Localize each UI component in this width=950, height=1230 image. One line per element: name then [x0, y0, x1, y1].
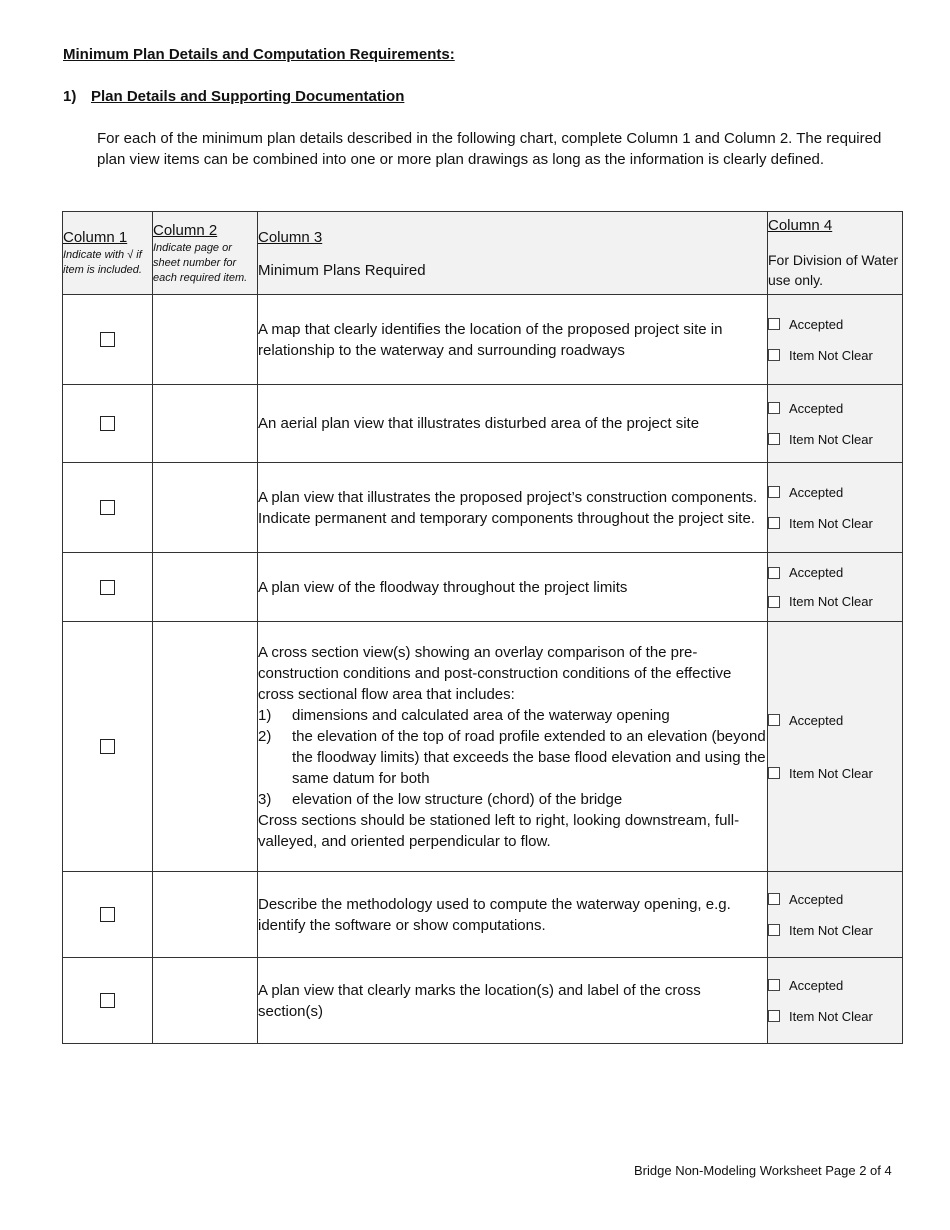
- requirement-text: A plan view of the floodway throughout the project limits: [258, 578, 628, 596]
- included-checkbox[interactable]: [100, 332, 115, 347]
- column-3-note: Minimum Plans Required: [258, 261, 426, 279]
- item-not-clear-label: Item Not Clear: [789, 347, 873, 363]
- requirement-text: An aerial plan view that illustrates disturbed area of the project site: [258, 415, 700, 432]
- accepted-checkbox[interactable]: [768, 893, 780, 905]
- table-row: [63, 553, 903, 622]
- item-not-clear-label: Item Not Clear: [789, 594, 873, 609]
- list-item: 2) the elevation of the top of road profile extended to an elevation (beyond the floodway limits) that exceeds the base flood elevation and using the same datum for both: [258, 727, 766, 787]
- requirement-text: A cross section view(s) showing an overlay comparison of the pre-construction conditions and post-construction conditions of the effective cross sectional flow area that includes:: [258, 643, 732, 703]
- sheet-number-cell[interactable]: [153, 622, 258, 872]
- table-row: [63, 295, 903, 385]
- intro-paragraph: For each of the minimum plan details described in the following chart, complete Column 1 and Column 2. The required plan view items can be combined into one or more plan drawings as long as the information is clearly defined.: [97, 130, 882, 168]
- table-row: [63, 622, 903, 872]
- sheet-number-cell[interactable]: [153, 295, 258, 385]
- column-1-note: Indicate with √ if item is included.: [63, 249, 142, 276]
- requirement-text: Describe the methodology used to compute the waterway opening, e.g. identify the software or show computations.: [258, 895, 731, 934]
- accepted-label: Accepted: [789, 484, 844, 500]
- requirement-list: [258, 705, 767, 810]
- list-item: 1) dimensions and calculated area of the waterway opening: [258, 706, 670, 724]
- column-4-title: Column 4: [768, 217, 833, 234]
- page-heading: Minimum Plan Details and Computation Requirements:: [63, 46, 455, 63]
- column-1-header: [63, 212, 153, 295]
- column-1-title: Column 1: [63, 229, 128, 246]
- item-not-clear-checkbox[interactable]: [768, 433, 780, 445]
- table-header-row: [63, 212, 903, 295]
- column-2-note: Indicate page or sheet number for each required item.: [153, 241, 248, 284]
- column-3-header: [258, 212, 768, 295]
- included-checkbox[interactable]: [100, 739, 115, 754]
- section-number: 1): [63, 88, 77, 105]
- requirement-note: Cross sections should be stationed left to right, looking downstream, full-valleyed, and oriented perpendicular to flow.: [258, 811, 740, 850]
- column-2-title: Column 2: [153, 221, 218, 239]
- column-4-header: [768, 212, 903, 295]
- included-checkbox[interactable]: [100, 580, 115, 595]
- accepted-label: Accepted: [789, 565, 844, 580]
- section-title: Plan Details and Supporting Documentation: [91, 88, 405, 105]
- item-not-clear-checkbox[interactable]: [768, 517, 780, 529]
- table-row: [63, 385, 903, 463]
- column-4-note: For Division of Water use only.: [768, 252, 899, 288]
- item-not-clear-checkbox[interactable]: [768, 767, 780, 779]
- table-row: [63, 872, 903, 958]
- page-footer: Bridge Non-Modeling Worksheet Page 2 of 4: [634, 1163, 892, 1178]
- table-row: [63, 463, 903, 553]
- item-not-clear-checkbox[interactable]: [768, 924, 780, 936]
- accepted-checkbox[interactable]: [768, 714, 780, 726]
- accepted-label: Accepted: [789, 977, 844, 993]
- item-not-clear-label: Item Not Clear: [789, 765, 873, 781]
- sheet-number-cell[interactable]: [153, 958, 258, 1044]
- included-checkbox[interactable]: [100, 907, 115, 922]
- plan-requirements-table: [62, 211, 903, 1044]
- included-checkbox[interactable]: [100, 500, 115, 515]
- accepted-label: Accepted: [789, 891, 844, 907]
- accepted-label: Accepted: [789, 400, 844, 416]
- sheet-number-cell[interactable]: [153, 463, 258, 553]
- section-heading: [63, 88, 404, 105]
- accepted-checkbox[interactable]: [768, 979, 780, 991]
- requirement-text: A map that clearly identifies the location of the proposed project site in relationship to the waterway and surrounding roadways: [258, 320, 723, 359]
- requirement-text: A plan view that illustrates the proposed project’s construction components. Indicate permanent and temporary components throughout the project site.: [258, 488, 758, 527]
- list-item: 3) elevation of the low structure (chord) of the bridge: [258, 790, 623, 808]
- sheet-number-cell[interactable]: [153, 385, 258, 463]
- accepted-checkbox[interactable]: [768, 318, 780, 330]
- accepted-checkbox[interactable]: [768, 567, 780, 579]
- column-3-title: Column 3: [258, 228, 323, 246]
- requirement-text: A plan view that clearly marks the location(s) and label of the cross section(s): [258, 981, 701, 1020]
- sheet-number-cell[interactable]: [153, 872, 258, 958]
- accepted-label: Accepted: [789, 712, 844, 728]
- item-not-clear-checkbox[interactable]: [768, 1010, 780, 1022]
- column-2-header: [153, 212, 258, 295]
- included-checkbox[interactable]: [100, 993, 115, 1008]
- accepted-checkbox[interactable]: [768, 486, 780, 498]
- item-not-clear-label: Item Not Clear: [789, 1008, 873, 1024]
- item-not-clear-label: Item Not Clear: [789, 922, 873, 938]
- accepted-checkbox[interactable]: [768, 402, 780, 414]
- item-not-clear-checkbox[interactable]: [768, 596, 780, 608]
- item-not-clear-label: Item Not Clear: [789, 431, 873, 447]
- item-not-clear-label: Item Not Clear: [789, 515, 873, 531]
- sheet-number-cell[interactable]: [153, 553, 258, 622]
- accepted-label: Accepted: [789, 316, 844, 332]
- table-row: [63, 958, 903, 1044]
- item-not-clear-checkbox[interactable]: [768, 349, 780, 361]
- included-checkbox[interactable]: [100, 416, 115, 431]
